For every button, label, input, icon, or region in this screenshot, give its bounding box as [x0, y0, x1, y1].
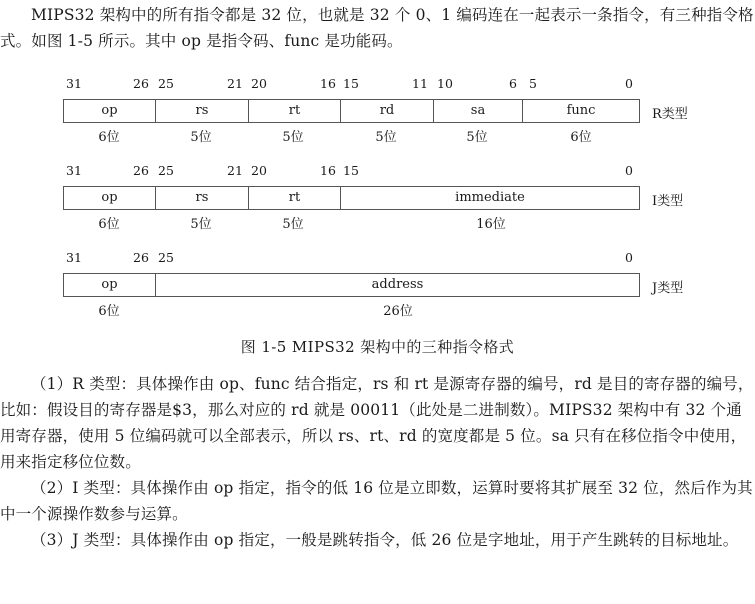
r-type-bit-numbers [0, 76, 755, 94]
r-type-widths [0, 126, 755, 144]
bit-number: 0 [625, 76, 633, 91]
field-op: op [101, 190, 118, 205]
bit-number: 25 [158, 250, 174, 265]
field-width: 26位 [383, 304, 413, 319]
field-width: 5位 [190, 130, 212, 145]
field-rs: rs [155, 100, 248, 122]
field-width: 5位 [282, 217, 304, 232]
field-width: 5位 [375, 130, 397, 145]
bit-number: 25 [158, 76, 174, 91]
i-type-widths [0, 213, 755, 231]
bit-number: 31 [66, 76, 82, 91]
bit-number: 10 [437, 76, 453, 91]
bit-number: 20 [251, 76, 267, 91]
bit-number: 26 [133, 250, 149, 265]
i-type-label: I类型 [652, 194, 684, 209]
r-type-label: R类型 [652, 107, 688, 122]
i-type-format-box [63, 186, 640, 210]
bit-number: 15 [343, 76, 359, 91]
i-type-bit-numbers [0, 163, 755, 181]
bit-number: 0 [625, 250, 633, 265]
bit-number: 5 [529, 76, 537, 91]
bit-number: 11 [412, 76, 428, 91]
j-type-format-box [63, 273, 640, 297]
field-width: 5位 [282, 130, 304, 145]
field-rt: rt [248, 100, 340, 122]
j-type-paragraph: （3）J 类型：具体操作由 op 指定，一般是跳转指令，低 26 位是字地址，用于产生跳转的目标地址。 [31, 531, 739, 549]
field-rt: rt [248, 187, 340, 209]
field-address: address [155, 274, 639, 296]
j-type-label: J类型 [652, 281, 684, 296]
field-immediate: immediate [340, 187, 639, 209]
bit-number: 26 [133, 163, 149, 178]
field-rd: rd [340, 100, 433, 122]
bit-number: 6 [509, 76, 517, 91]
bit-number: 31 [66, 163, 82, 178]
field-op: op [101, 277, 118, 292]
j-type-bit-numbers [0, 250, 755, 268]
bit-number: 21 [227, 163, 243, 178]
field-width: 6位 [98, 130, 120, 145]
bit-number: 25 [158, 163, 174, 178]
bit-number: 0 [625, 163, 633, 178]
field-func: func [522, 100, 639, 122]
field-width: 6位 [570, 130, 592, 145]
figure-caption: 图 1-5 MIPS32 架构中的三种指令格式 [240, 338, 515, 356]
bit-number: 15 [343, 163, 359, 178]
intro-paragraph: MIPS32 架构中的所有指令都是 32 位，也就是 32 个 0、1 编码连在一起表示一条指令，有三种指令格式。如图 1-5 所示。其中 op 是指令码、func 是功能码。 [0, 6, 754, 50]
bit-number: 26 [133, 76, 149, 91]
bit-number: 16 [320, 76, 336, 91]
j-type-widths [0, 300, 755, 318]
r-type-paragraph: （1）R 类型：具体操作由 op、func 结合指定，rs 和 rt 是源寄存器的编号，rd 是目的寄存器的编号，比如：假设目的寄存器是$3，那么对应的 rd 就是 00011（此处是二进制数）。MIPS32 架构中有 32 个通用寄存器，使用 5 位编码就可以全部表示，所以 rs、rt、rd 的宽度都是 5 位。sa 只有在移位指令中使用，用来指定移位位数。 [0, 375, 754, 471]
field-width: 5位 [466, 130, 488, 145]
field-sa: sa [433, 100, 522, 122]
bit-number: 31 [66, 250, 82, 265]
field-width: 16位 [476, 217, 506, 232]
i-type-paragraph: （2）I 类型：具体操作由 op 指定，指令的低 16 位是立即数，运算时要将其扩展至 32 位，然后作为其中一个源操作数参与运算。 [0, 479, 753, 523]
bit-number: 21 [227, 76, 243, 91]
r-type-format-box [63, 99, 640, 123]
bit-number: 16 [320, 163, 336, 178]
bit-number: 20 [251, 163, 267, 178]
field-width: 6位 [98, 217, 120, 232]
field-rs: rs [155, 187, 248, 209]
field-width: 6位 [98, 304, 120, 319]
field-width: 5位 [190, 217, 212, 232]
field-op: op [101, 103, 118, 118]
